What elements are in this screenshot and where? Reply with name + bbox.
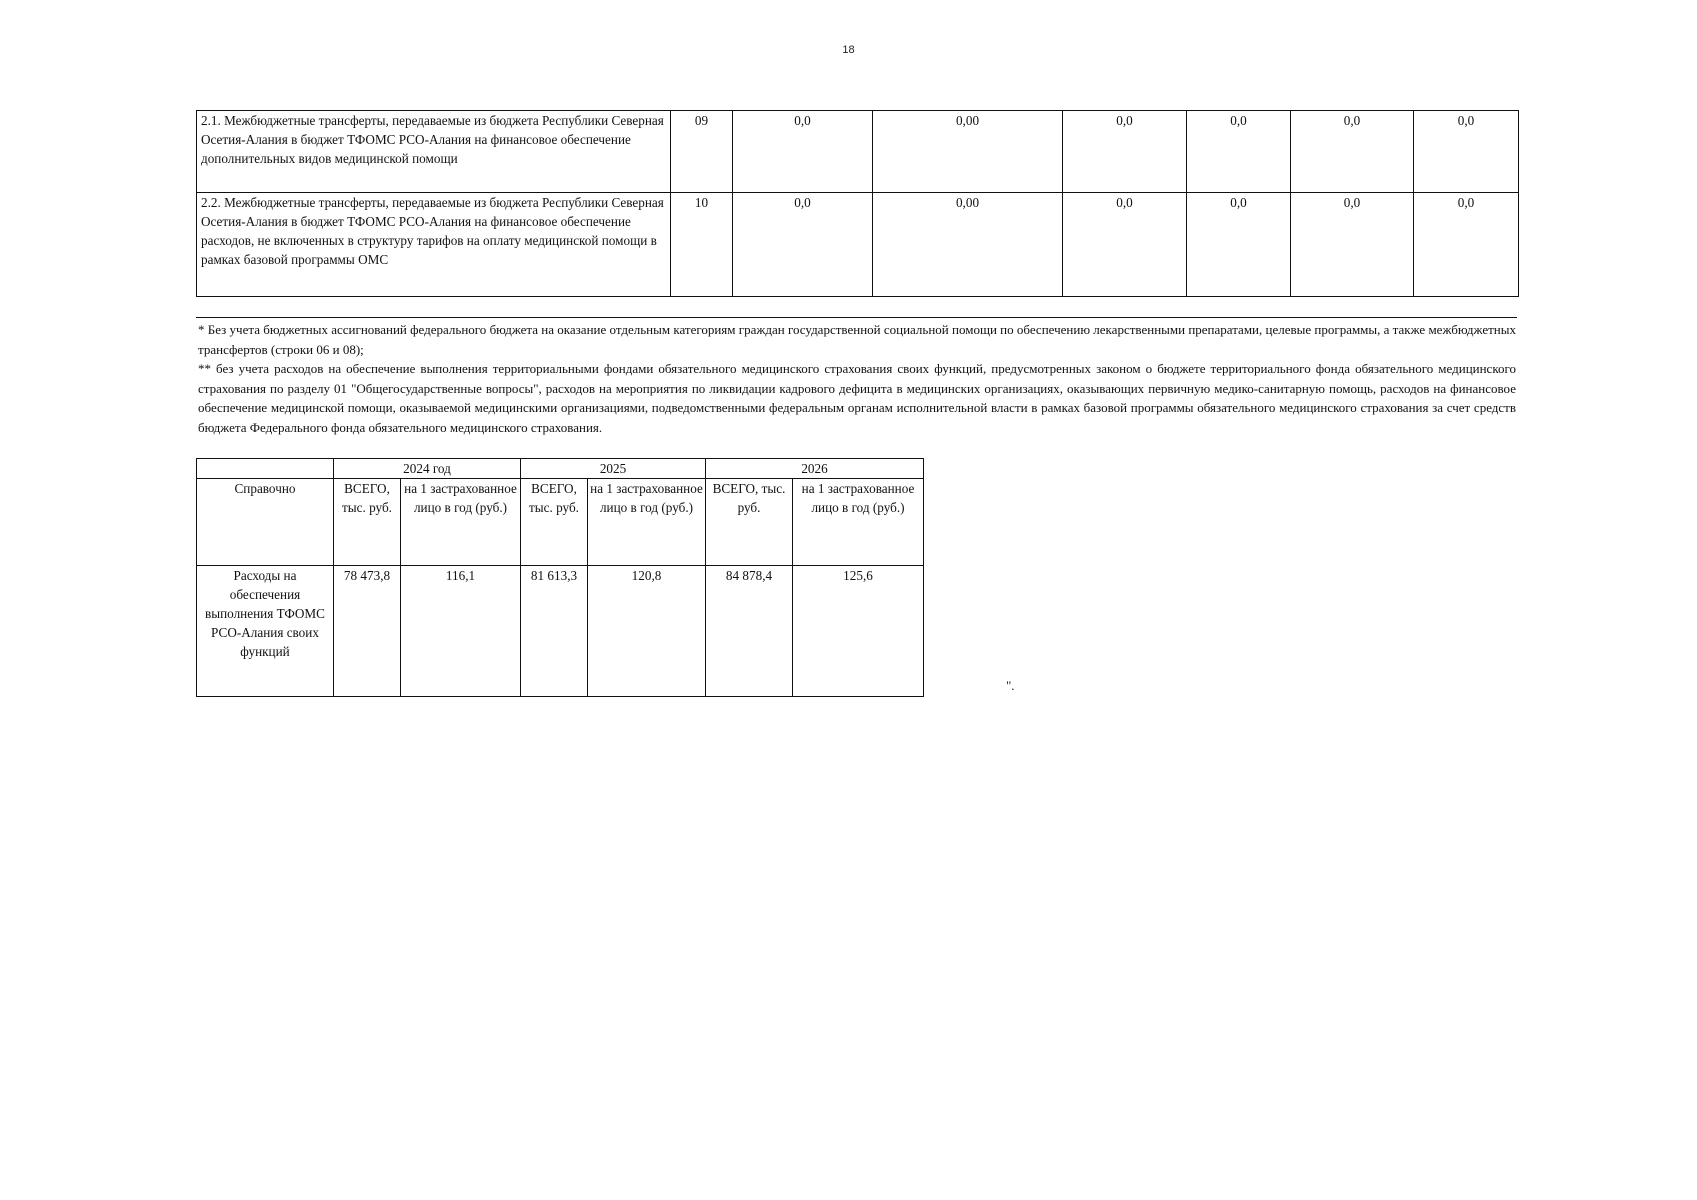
col-header-per-person: на 1 застрахованное лицо в год (руб.) bbox=[401, 479, 521, 566]
col-header-per-person: на 1 застрахованное лицо в год (руб.) bbox=[588, 479, 706, 566]
closing-quote-mark: ". bbox=[1006, 678, 1015, 693]
col-header-total: ВСЕГО, тыс. руб. bbox=[334, 479, 401, 566]
empty-corner-cell bbox=[197, 459, 334, 479]
footnote-separator bbox=[196, 317, 1517, 318]
row-code: 10 bbox=[671, 193, 733, 297]
table-row bbox=[197, 566, 924, 697]
value-cell: 81 613,3 bbox=[521, 566, 588, 697]
value-cell: 125,6 bbox=[793, 566, 924, 697]
footnotes bbox=[198, 320, 1516, 437]
value-cell: 0,0 bbox=[733, 111, 873, 193]
value-cell: 0,0 bbox=[733, 193, 873, 297]
value-cell: 0,0 bbox=[1063, 193, 1187, 297]
col-header-per-person: на 1 застрахованное лицо в год (руб.) bbox=[793, 479, 924, 566]
table-row bbox=[197, 479, 924, 566]
col-header-total: ВСЕГО, тыс. руб. bbox=[521, 479, 588, 566]
value-cell: 78 473,8 bbox=[334, 566, 401, 697]
page-number: 18 bbox=[842, 44, 855, 56]
row-code: 09 bbox=[671, 111, 733, 193]
value-cell: 0,00 bbox=[873, 111, 1063, 193]
intergovernmental-transfers-table bbox=[196, 110, 1519, 297]
table-row bbox=[197, 459, 924, 479]
row-header: Справочно bbox=[197, 479, 334, 566]
value-cell: 116,1 bbox=[401, 566, 521, 697]
row-description: 2.2. Межбюджетные трансферты, передаваемые из бюджета Республики Северная Осетия-Алания в бюджет ТФОМС РСО-Алания на финансовое обеспечение расходов, не включенных в структуру тарифов на оплату медицинской помощи в рамках базовой программы ОМС bbox=[197, 193, 671, 297]
footnote-1: * Без учета бюджетных ассигнований федерального бюджета на оказание отдельным категориям граждан государственной социальной помощи по обеспечению лекарственными препаратами, целевые программы, а также межбюджетных трансфертов (строки 06 и 08); bbox=[198, 322, 1516, 357]
year-header: 2025 bbox=[521, 459, 706, 479]
year-header: 2026 bbox=[706, 459, 924, 479]
value-cell: 0,0 bbox=[1187, 193, 1291, 297]
table-row bbox=[197, 111, 1519, 193]
table-row bbox=[197, 193, 1519, 297]
value-cell: 0,00 bbox=[873, 193, 1063, 297]
col-header-total: ВСЕГО, тыс. руб. bbox=[706, 479, 793, 566]
year-header: 2024 год bbox=[334, 459, 521, 479]
value-cell: 0,0 bbox=[1187, 111, 1291, 193]
row-label: Расходы на обеспечения выполнения ТФОМС РСО-Алания своих функций bbox=[197, 566, 334, 697]
reference-table bbox=[196, 458, 924, 697]
value-cell: 0,0 bbox=[1291, 193, 1414, 297]
value-cell: 0,0 bbox=[1414, 193, 1519, 297]
value-cell: 84 878,4 bbox=[706, 566, 793, 697]
value-cell: 120,8 bbox=[588, 566, 706, 697]
value-cell: 0,0 bbox=[1063, 111, 1187, 193]
row-description: 2.1. Межбюджетные трансферты, передаваемые из бюджета Республики Северная Осетия-Алания в бюджет ТФОМС РСО-Алания на финансовое обеспечение дополнительных видов медицинской помощи bbox=[197, 111, 671, 193]
value-cell: 0,0 bbox=[1414, 111, 1519, 193]
footnote-2: ** без учета расходов на обеспечение выполнения территориальными фондами обязательного медицинского страхования своих функций, предусмотренных законом о бюджете территориального фонда обязательного медицинского страхования по разделу 01 "Общегосударственные вопросы", расходов на мероприятия по ликвидации кадрового дефицита в медицинских организациях, оказывающих первичную медико-санитарную помощь, расходов на финансовое обеспечение медицинской помощи, оказываемой медицинскими организациями, подведомственными федеральным органам исполнительной власти в рамках базовой программы обязательного медицинского страхования за счет средств бюджета Федерального фонда обязательного медицинского страхования. bbox=[198, 361, 1516, 435]
value-cell: 0,0 bbox=[1291, 111, 1414, 193]
